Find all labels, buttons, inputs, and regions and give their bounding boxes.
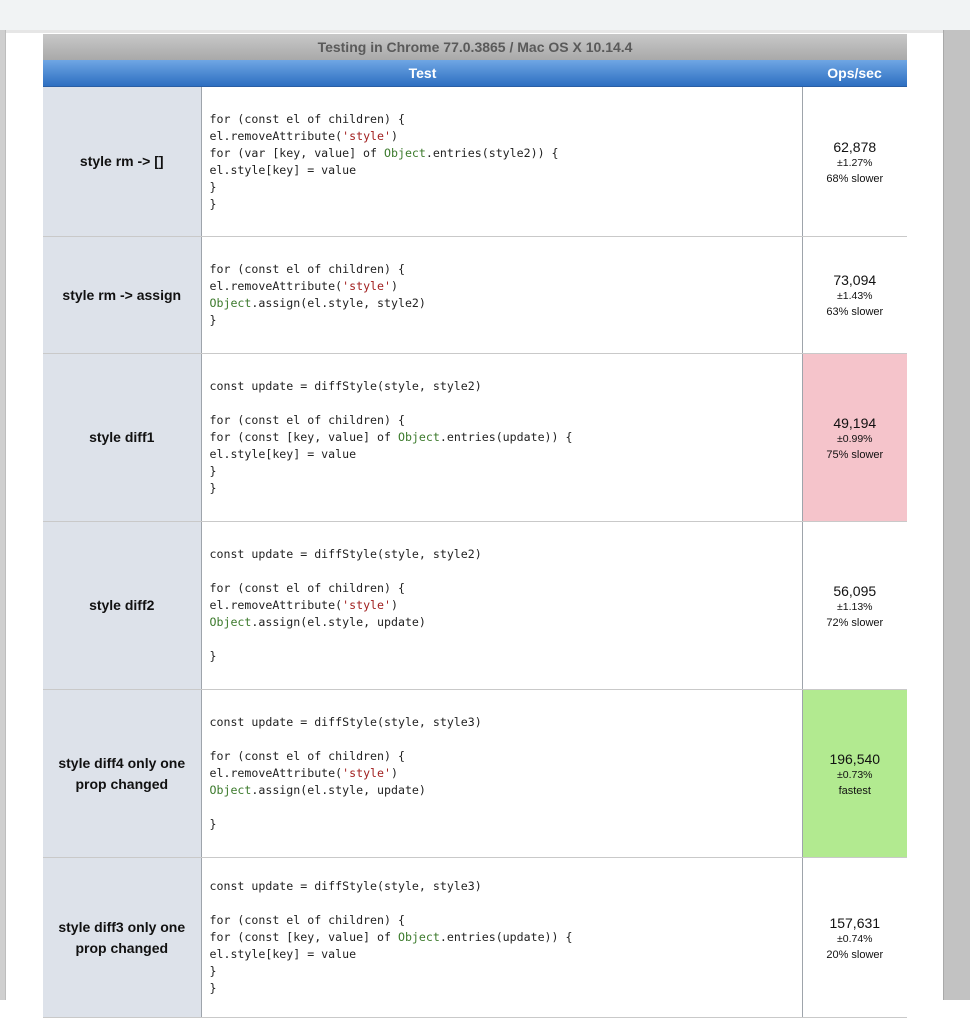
relative-speed: 72% slower: [826, 616, 884, 629]
result-cell: [802, 858, 907, 1018]
error-margin: ±1.43%: [836, 290, 873, 302]
relative-speed: 63% slower: [826, 306, 884, 318]
error-margin: ±1.27%: [836, 156, 873, 169]
relative-speed: 20% slower: [826, 948, 884, 961]
result-cell: [802, 354, 907, 522]
ops-column-header: Ops/sec: [802, 60, 907, 87]
result-cell: [802, 237, 907, 354]
result-cell: [802, 690, 907, 858]
test-column-header: Test: [43, 60, 802, 87]
test-code: const update = diffStyle(style, style2) for (const el of children) { for (const [key, value] of Object.entries(update)) { el.style[key] = value } }: [209, 379, 573, 495]
relative-speed: 75% slower: [826, 448, 884, 461]
test-code-cell: [201, 690, 802, 858]
ops-per-sec: 56,095: [833, 582, 877, 599]
test-row: [43, 237, 907, 354]
test-row: [43, 522, 907, 690]
test-row: [43, 87, 907, 237]
test-environment-caption: Testing in Chrome 77.0.3865 / Mac OS X 10.14.4: [43, 34, 907, 60]
test-code: const update = diffStyle(style, style2) for (const el of children) { el.removeAttribute('style') Object.assign(el.style, update) }: [209, 547, 482, 663]
relative-speed: 68% slower: [826, 172, 884, 185]
result-cell: [802, 522, 907, 690]
error-margin: ±0.73%: [836, 768, 873, 781]
test-title: style rm -> []: [43, 87, 201, 237]
test-title: style rm -> assign: [43, 237, 201, 354]
ops-per-sec: 157,631: [829, 914, 881, 931]
ops-per-sec: 49,194: [833, 414, 877, 431]
test-row: [43, 858, 907, 1018]
relative-speed: fastest: [838, 784, 871, 797]
column-header-row: [43, 60, 907, 87]
test-title: style diff4 only one prop changed: [43, 690, 201, 858]
test-code: for (const el of children) { el.removeAttribute('style') Object.assign(el.style, style2) }: [209, 262, 426, 327]
window-left-edge: [0, 30, 6, 1000]
test-code: for (const el of children) { el.removeAttribute('style') for (var [key, value] of Object.entries(style2)) { el.style[key] = value } }: [209, 111, 559, 211]
test-code-cell: [201, 237, 802, 354]
test-code-cell: [201, 87, 802, 237]
result-cell: [802, 87, 907, 237]
test-row: [43, 354, 907, 522]
browser-top-strip: [0, 0, 970, 30]
ops-per-sec: 73,094: [833, 272, 877, 288]
ops-per-sec: 62,878: [833, 138, 877, 155]
error-margin: ±1.13%: [836, 600, 873, 613]
test-code-cell: [201, 354, 802, 522]
ops-per-sec: 196,540: [829, 750, 881, 767]
test-code-cell: [201, 858, 802, 1018]
test-title: style diff2: [43, 522, 201, 690]
error-margin: ±0.99%: [836, 432, 873, 445]
test-code: const update = diffStyle(style, style3) for (const el of children) { for (const [key, value] of Object.entries(update)) { el.style[key] = value } }: [209, 879, 573, 995]
test-row: [43, 690, 907, 858]
test-title: style diff1: [43, 354, 201, 522]
benchmark-results-table: [43, 34, 907, 1018]
test-code-cell: [201, 522, 802, 690]
vertical-scrollbar[interactable]: [943, 30, 970, 1000]
caption-row: [43, 34, 907, 60]
test-code: const update = diffStyle(style, style3) for (const el of children) { el.removeAttribute('style') Object.assign(el.style, update) }: [209, 715, 482, 831]
page-top-shade: [6, 30, 943, 33]
error-margin: ±0.74%: [836, 932, 873, 945]
test-title: style diff3 only one prop changed: [43, 858, 201, 1018]
